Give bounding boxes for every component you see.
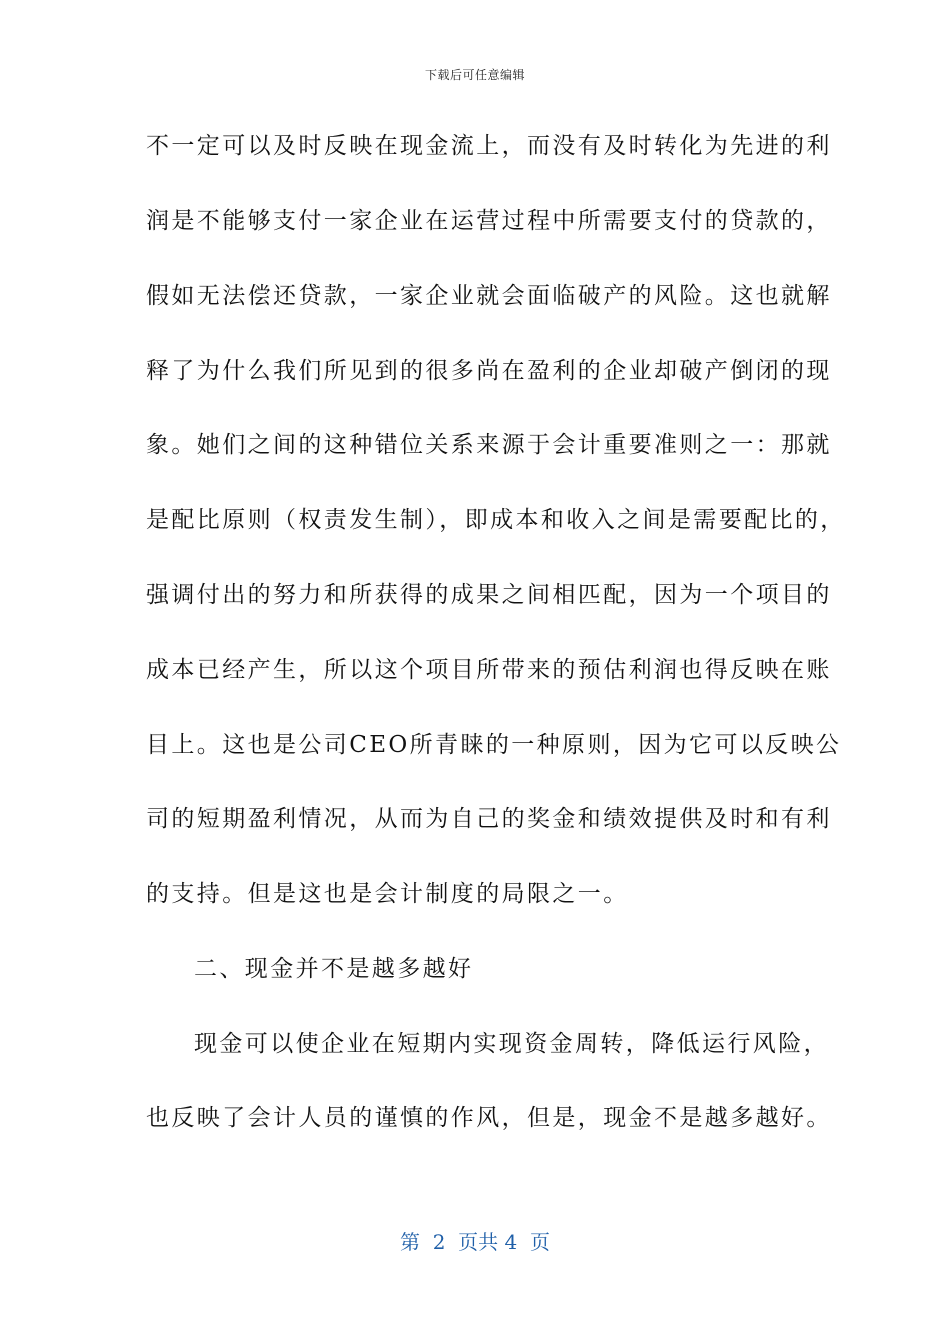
page-header: 下载后可任意编辑: [424, 68, 525, 82]
body-line: 不一定可以及时反映在现金流上，而没有及时转化为先进的利: [146, 133, 832, 159]
body-line: 的支持。但是这也是会计制度的局限之一。: [146, 881, 629, 907]
body-line: 是配比原则（权责发生制），即成本和收入之间是需要配比的，: [146, 507, 846, 533]
body-line: 司的短期盈利情况，从而为自己的奖金和绩效提供及时和有利: [146, 806, 832, 832]
body-line: 也反映了会计人员的谨慎的作风，但是，现金不是越多越好。: [146, 1105, 832, 1131]
body-line: 现金可以使企业在短期内实现资金周转，降低运行风险，: [194, 1031, 829, 1057]
body-line: 强调付出的努力和所获得的成果之间相匹配，因为一个项目的: [146, 582, 832, 608]
section-heading: 二、现金并不是越多越好: [194, 956, 474, 982]
page-footer: 第 2 页共 4 页: [400, 1230, 550, 1254]
body-line: 象。她们之间的这种错位关系来源于会计重要准则之一：那就: [146, 432, 832, 458]
body-line: 目上。这也是公司CEO所青睐的一种原则，因为它可以反映公: [146, 732, 842, 758]
body-line: 释了为什么我们所见到的很多尚在盈利的企业却破产倒闭的现: [146, 358, 832, 384]
body-line: 润是不能够支付一家企业在运营过程中所需要支付的贷款的，: [146, 208, 832, 234]
body-line: 假如无法偿还贷款，一家企业就会面临破产的风险。这也就解: [146, 283, 832, 309]
body-line: 成本已经产生，所以这个项目所带来的预估利润也得反映在账: [146, 657, 832, 683]
